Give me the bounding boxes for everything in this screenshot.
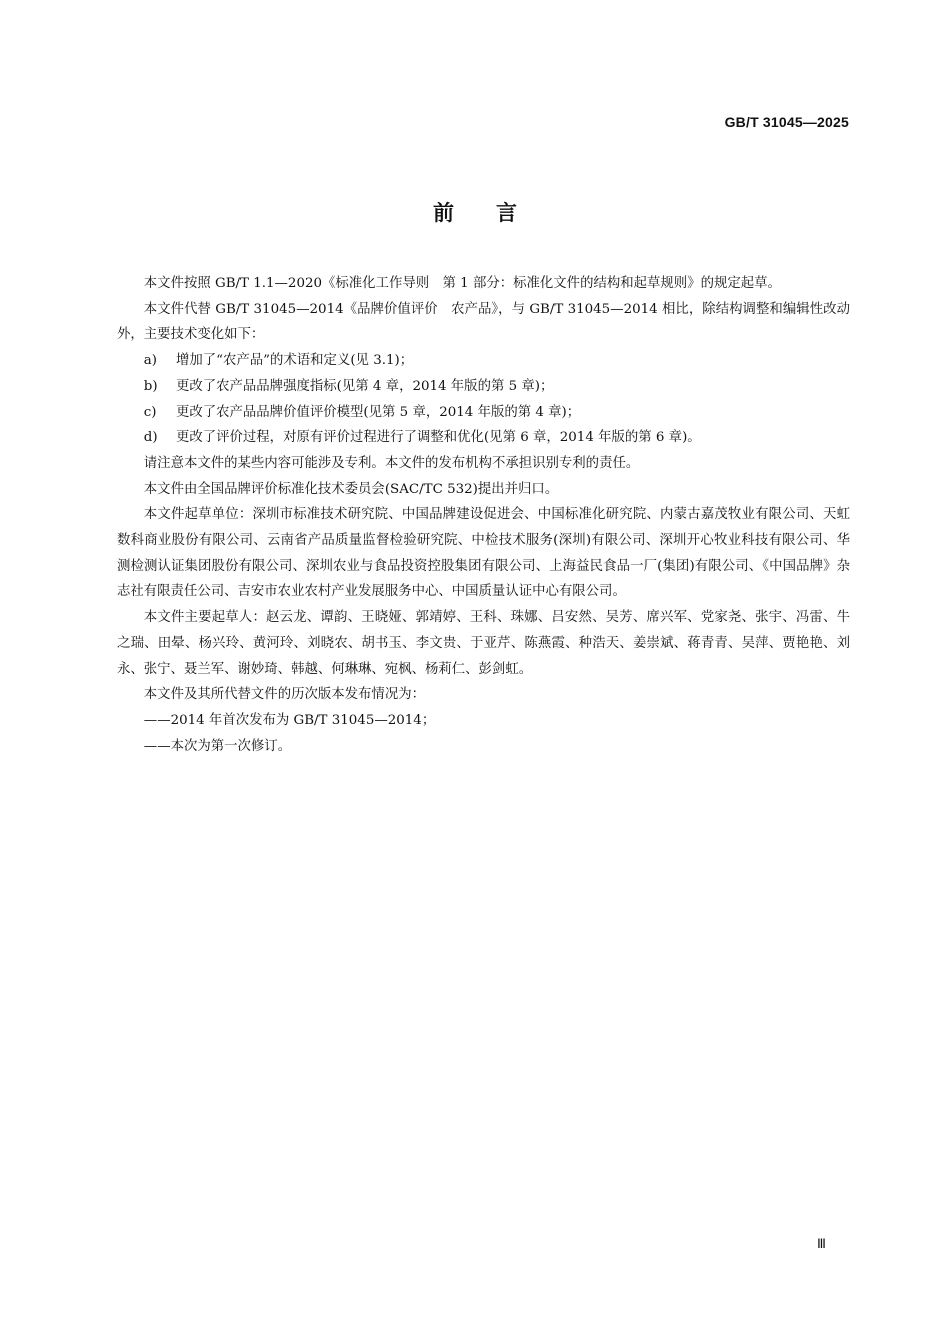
list-item (117, 400, 850, 426)
standard-code: GB/T 31045—2025 (724, 114, 849, 130)
history-item: ——本次为第一次修订。 (143, 738, 292, 754)
list-item-text: 增加了“农产品”的术语和定义(见 3.1)； (175, 353, 414, 369)
paragraph-committee: 本文件由全国品牌评价标准化技术委员会(SAC/TC 532)提出并归口。 (143, 481, 559, 497)
list-item-tag: a) (143, 353, 158, 369)
paragraph-history-intro: 本文件及其所代替文件的历次版本发布情况为： (143, 687, 425, 703)
page-number: Ⅲ (817, 1236, 826, 1251)
paragraph-drafters: 本文件主要起草人：赵云龙、谭韵、王晓娅、郭靖婷、王科、珠娜、吕安然、吴芳、席兴军、党家尧、张宇、冯雷、牛之瑞、田晕、杨兴玲、黄河玲、刘晓农、胡书玉、李文贵、于亚芹、陈燕霞、种浩天、姜崇斌、蒋青青、吴萍、贾艳艳、刘永、张宁、聂兰军、谢妙琦、韩越、何琳琳、宛枫、杨莉仁、彭剑虹。 (117, 610, 850, 677)
history-item: ——2014 年首次发布为 GB/T 31045—2014； (143, 712, 436, 728)
page-title: 前言 (433, 201, 559, 225)
paragraph-patent-notice: 请注意本文件的某些内容可能涉及专利。本文件的发布机构不承担识别专利的责任。 (143, 455, 640, 471)
list-item (117, 348, 850, 374)
paragraph-replacement: 本文件代替 GB/T 31045—2014《品牌价值评价 农产品》，与 GB/T 31045—2014 相比，除结构调整和编辑性改动外，主要技术变化如下： (117, 301, 850, 343)
list-item-text: 更改了农产品品牌价值评价模型(见第 5 章，2014 年版的第 4 章)； (175, 404, 581, 420)
list-item-tag: c) (143, 404, 157, 420)
list-item (117, 374, 850, 400)
paragraph-drafting-units: 本文件起草单位：深圳市标准技术研究院、中国品牌建设促进会、中国标准化研究院、内蒙古嘉茂牧业有限公司、天虹数科商业股份有限公司、云南省产品质量监督检验研究院、中检技术服务(深圳)有限公司、深圳开心牧业科技有限公司、华测检测认证集团股份有限公司、深圳农业与食品投资控股集团有限公司、上海益民食品一厂(集团)有限公司、《中国品牌》杂志社有限责任公司、吉安市农业农村产业发展服务中心、中国质量认证中心有限公司。 (117, 507, 850, 600)
list-item-text: 更改了农产品品牌强度指标(见第 4 章，2014 年版的第 5 章)； (175, 378, 554, 394)
list-item (117, 425, 850, 451)
paragraph-drafting-rules: 本文件按照 GB/T 1.1—2020《标准化工作导则 第 1 部分：标准化文件的结构和起草规则》的规定起草。 (143, 276, 781, 291)
foreword-body (117, 271, 850, 759)
list-item-tag: b) (143, 378, 158, 394)
list-item-text: 更改了评价过程，对原有评价过程进行了调整和优化(见第 6 章，2014 年版的第 6 章)。 (175, 430, 701, 446)
list-item-tag: d) (143, 430, 158, 446)
